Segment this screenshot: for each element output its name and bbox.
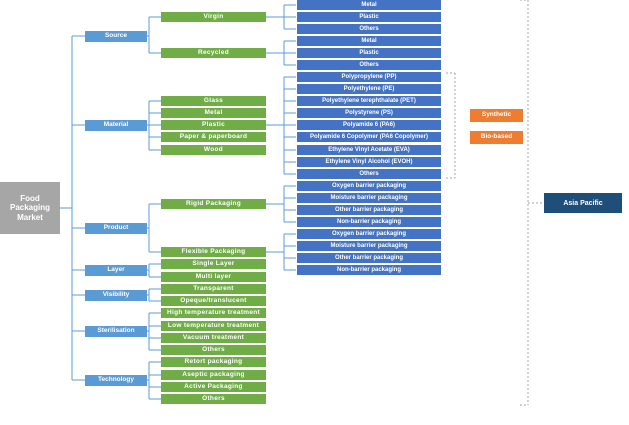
rigid-non-barrier: Non-barrier packaging <box>297 217 441 227</box>
technology-retort: Retort packaging <box>161 357 266 367</box>
segment-rigid-packaging: Rigid Packaging <box>161 199 266 209</box>
material-paper: Paper & paperboard <box>161 132 266 142</box>
rigid-other-barrier: Other barrier packaging <box>297 205 441 215</box>
flexible-moisture-barrier: Moisture barrier packaging <box>297 241 441 251</box>
plastic-pet: Polyethylene terephthalate (PET) <box>297 96 441 106</box>
technology-aseptic: Aseptic packaging <box>161 370 266 380</box>
material-wood: Wood <box>161 145 266 155</box>
recycled-metal: Metal <box>297 36 441 46</box>
group-bio-based: Bio-based <box>470 131 523 144</box>
flexible-oxygen-barrier: Oxygen barrier packaging <box>297 229 441 239</box>
recycled-others: Others <box>297 60 441 70</box>
plastic-others: Others <box>297 169 441 179</box>
sterilisation-others: Others <box>161 345 266 355</box>
segment-recycled: Recycled <box>161 48 266 58</box>
sterilisation-low-temp: Low temperature treatment <box>161 321 266 331</box>
layer-multi: Multi layer <box>161 272 266 282</box>
rigid-oxygen-barrier: Oxygen barrier packaging <box>297 181 441 191</box>
material-metal: Metal <box>161 108 266 118</box>
segment-flexible-packaging: Flexible Packaging <box>161 247 266 257</box>
visibility-opaque: Opeque/translucent <box>161 296 266 306</box>
category-sterilisation: Sterilisation <box>85 326 147 337</box>
region-asia-pacific: Asia Pacific <box>544 193 622 213</box>
virgin-others: Others <box>297 24 441 34</box>
plastic-eva: Ethylene Vinyl Acetate (EVA) <box>297 145 441 155</box>
plastic-pa6-copolymer: Polyamide 6 Copolymer (PA6 Copolymer) <box>297 132 441 142</box>
plastic-pe: Polyethylene (PE) <box>297 84 441 94</box>
category-visibility: Visibility <box>85 290 147 301</box>
virgin-plastic: Plastic <box>297 12 441 22</box>
segment-virgin: Virgin <box>161 12 266 22</box>
root-node: Food Packaging Market <box>0 182 60 234</box>
technology-others: Others <box>161 394 266 404</box>
material-plastic: Plastic <box>161 120 266 130</box>
visibility-transparent: Transparent <box>161 284 266 294</box>
group-synthetic: Synthetic <box>470 109 523 122</box>
plastic-pp: Polypropylene (PP) <box>297 72 441 82</box>
flexible-non-barrier: Non-barrier packaging <box>297 265 441 275</box>
category-layer: Layer <box>85 265 147 276</box>
category-source: Source <box>85 31 147 42</box>
plastic-evoh: Ethylene Vinyl Alcohol (EVOH) <box>297 157 441 167</box>
sterilisation-high-temp: High temperature treatment <box>161 308 266 318</box>
category-product: Product <box>85 223 147 234</box>
plastic-pa6: Polyamide 6 (PA6) <box>297 120 441 130</box>
virgin-metal: Metal <box>297 0 441 10</box>
plastic-ps: Polystyrene (PS) <box>297 108 441 118</box>
category-material: Material <box>85 120 147 131</box>
sterilisation-vacuum: Vacuum treatment <box>161 333 266 343</box>
layer-single: Single Layer <box>161 259 266 269</box>
material-glass: Glass <box>161 96 266 106</box>
rigid-moisture-barrier: Moisture barrier packaging <box>297 193 441 203</box>
recycled-plastic: Plastic <box>297 48 441 58</box>
flexible-other-barrier: Other barrier packaging <box>297 253 441 263</box>
technology-active: Active Packaging <box>161 382 266 392</box>
category-technology: Technology <box>85 375 147 386</box>
